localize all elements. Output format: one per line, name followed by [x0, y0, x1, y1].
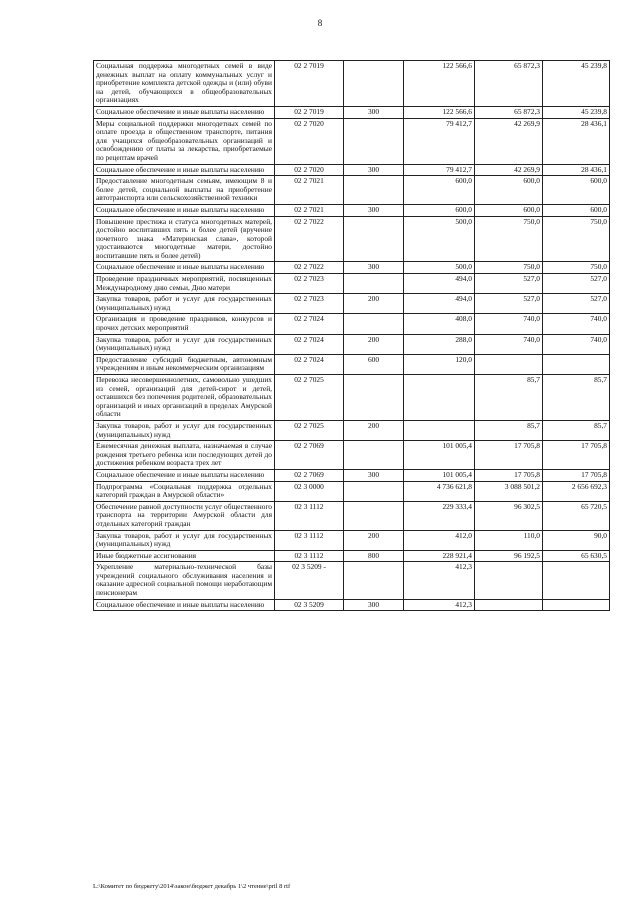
row-amount-1-cell: 120,0 — [404, 354, 475, 374]
row-amount-1-cell: 494,0 — [404, 294, 475, 314]
row-amount-1-cell — [404, 420, 475, 440]
row-amount-1-cell: 412,0 — [404, 530, 475, 550]
row-amount-1-cell — [404, 375, 475, 421]
row-expense-type-cell: 300 — [344, 262, 404, 274]
table-row — [94, 375, 610, 421]
table-row — [94, 216, 610, 262]
table-row — [94, 61, 610, 107]
table-row — [94, 176, 610, 205]
row-code-cell: 02 2 7069 — [275, 441, 344, 470]
row-amount-3-cell: 45 239,8 — [543, 61, 610, 107]
row-expense-type-cell: 300 — [344, 204, 404, 216]
row-expense-type-cell — [344, 314, 404, 334]
row-amount-2-cell: 110,0 — [475, 530, 543, 550]
row-amount-1-cell: 228 921,4 — [404, 550, 475, 562]
row-amount-2-cell: 600,0 — [475, 176, 543, 205]
row-name-cell: Перевозка несовершеннолетних, самовольно ушедших из семей, организаций для детей-сирот и детей, оставшихся без попечения родителей, образовательных организаций и иных организаций в пределах Амурской области — [94, 375, 275, 421]
row-expense-type-cell — [344, 61, 404, 107]
row-amount-1-cell: 600,0 — [404, 176, 475, 205]
row-amount-3-cell: 2 656 692,3 — [543, 481, 610, 501]
row-expense-type-cell: 200 — [344, 420, 404, 440]
row-name-cell: Проведение праздничных мероприятий, посвященных Международному дню семьи, Дню матери — [94, 274, 275, 294]
row-name-cell: Социальная поддержка многодетных семей в виде денежных выплат на оплату коммунальных услуг и приобретение комплекта детской одежды и (или) обуви на детей, обучающихся в общеобразовательных организациях — [94, 61, 275, 107]
row-amount-1-cell: 412,3 — [404, 599, 475, 611]
table-row — [94, 164, 610, 176]
table-row — [94, 481, 610, 501]
file-path-footer: L:\Комитет по бюджету\2014\закон\бюджет декабрь 1\2 чтение\pril 8 rtf — [93, 883, 291, 890]
row-amount-1-cell: 288,0 — [404, 334, 475, 354]
table-row — [94, 599, 610, 611]
row-amount-1-cell: 101 005,4 — [404, 441, 475, 470]
row-name-cell: Организация и проведение праздников, конкурсов и прочих детских мероприятий — [94, 314, 275, 334]
row-expense-type-cell: 300 — [344, 469, 404, 481]
row-amount-3-cell: 28 436,1 — [543, 118, 610, 164]
row-amount-2-cell: 17 705,8 — [475, 469, 543, 481]
row-code-cell: 02 2 7020 — [275, 164, 344, 176]
row-amount-3-cell: 17 705,8 — [543, 441, 610, 470]
row-amount-1-cell: 122 566,6 — [404, 106, 475, 118]
row-expense-type-cell: 600 — [344, 354, 404, 374]
row-code-cell: 02 2 7022 — [275, 262, 344, 274]
table-row — [94, 420, 610, 440]
row-amount-3-cell: 85,7 — [543, 375, 610, 421]
budget-table — [93, 60, 610, 611]
row-code-cell: 02 2 7021 — [275, 176, 344, 205]
table-row — [94, 469, 610, 481]
row-expense-type-cell: 300 — [344, 164, 404, 176]
row-expense-type-cell — [344, 441, 404, 470]
row-code-cell: 02 2 7025 — [275, 375, 344, 421]
row-name-cell: Закупка товаров, работ и услуг для государственных (муниципальных) нужд — [94, 420, 275, 440]
row-expense-type-cell — [344, 274, 404, 294]
table-row — [94, 118, 610, 164]
row-code-cell: 02 2 7023 — [275, 294, 344, 314]
row-expense-type-cell — [344, 118, 404, 164]
table-row — [94, 550, 610, 562]
row-code-cell: 02 3 1112 — [275, 550, 344, 562]
row-amount-1-cell: 500,0 — [404, 216, 475, 262]
table-row — [94, 334, 610, 354]
row-amount-3-cell — [543, 562, 610, 599]
row-name-cell: Социальное обеспечение и иные выплаты населению — [94, 599, 275, 611]
row-code-cell: 02 3 0000 — [275, 481, 344, 501]
table-row — [94, 501, 610, 530]
row-name-cell: Подпрограмма «Социальная поддержка отдельных категорий граждан в Амурской области» — [94, 481, 275, 501]
row-code-cell: 02 2 7025 — [275, 420, 344, 440]
row-amount-3-cell: 85,7 — [543, 420, 610, 440]
row-amount-1-cell: 408,0 — [404, 314, 475, 334]
table-row — [94, 314, 610, 334]
row-amount-3-cell: 600,0 — [543, 176, 610, 205]
row-code-cell: 02 3 1112 — [275, 530, 344, 550]
row-amount-2-cell: 65 872,3 — [475, 61, 543, 107]
row-amount-1-cell: 412,3 — [404, 562, 475, 599]
row-amount-2-cell: 3 088 501,2 — [475, 481, 543, 501]
row-expense-type-cell — [344, 176, 404, 205]
row-amount-3-cell: 65 720,5 — [543, 501, 610, 530]
row-code-cell: 02 2 7069 — [275, 469, 344, 481]
row-amount-3-cell: 740,0 — [543, 334, 610, 354]
row-amount-1-cell: 101 005,4 — [404, 469, 475, 481]
row-amount-2-cell: 42 269,9 — [475, 164, 543, 176]
row-amount-2-cell: 65 872,3 — [475, 106, 543, 118]
row-amount-2-cell: 740,0 — [475, 314, 543, 334]
row-code-cell: 02 2 7023 — [275, 274, 344, 294]
table-row — [94, 441, 610, 470]
row-amount-2-cell: 600,0 — [475, 204, 543, 216]
row-code-cell: 02 3 5209 — [275, 599, 344, 611]
row-amount-3-cell: 600,0 — [543, 204, 610, 216]
row-amount-2-cell: 750,0 — [475, 216, 543, 262]
row-name-cell: Социальное обеспечение и иные выплаты населению — [94, 262, 275, 274]
row-code-cell: 02 3 5209 - — [275, 562, 344, 599]
row-amount-3-cell: 45 239,8 — [543, 106, 610, 118]
row-name-cell: Предоставление субсидий бюджетным, автономным учреждениям и иным некоммерческим организациям — [94, 354, 275, 374]
row-code-cell: 02 2 7024 — [275, 334, 344, 354]
row-expense-type-cell: 800 — [344, 550, 404, 562]
row-name-cell: Меры социальной поддержки многодетных семей по оплате проезда в общественном транспорте, питания для учащихся общеобразовательных организаций и освобождению от платы за лекарства, приобретаемые по рецептам врачей — [94, 118, 275, 164]
row-code-cell: 02 2 7019 — [275, 106, 344, 118]
row-amount-3-cell: 740,0 — [543, 314, 610, 334]
row-expense-type-cell — [344, 216, 404, 262]
row-amount-3-cell: 28 436,1 — [543, 164, 610, 176]
row-expense-type-cell: 200 — [344, 530, 404, 550]
row-amount-3-cell — [543, 599, 610, 611]
row-amount-3-cell: 750,0 — [543, 262, 610, 274]
table-row — [94, 562, 610, 599]
row-code-cell: 02 2 7022 — [275, 216, 344, 262]
table-row — [94, 262, 610, 274]
row-expense-type-cell — [344, 375, 404, 421]
row-amount-2-cell: 750,0 — [475, 262, 543, 274]
table-row — [94, 354, 610, 374]
row-amount-3-cell: 527,0 — [543, 274, 610, 294]
row-code-cell: 02 3 1112 — [275, 501, 344, 530]
row-name-cell: Закупка товаров, работ и услуг для государственных (муниципальных) нужд — [94, 294, 275, 314]
row-name-cell: Социальное обеспечение и иные выплаты населению — [94, 469, 275, 481]
table-row — [94, 204, 610, 216]
row-amount-1-cell: 122 566,6 — [404, 61, 475, 107]
row-amount-2-cell: 527,0 — [475, 274, 543, 294]
row-name-cell: Социальное обеспечение и иные выплаты населению — [94, 204, 275, 216]
row-amount-3-cell: 527,0 — [543, 294, 610, 314]
row-amount-2-cell: 96 192,5 — [475, 550, 543, 562]
row-expense-type-cell: 300 — [344, 599, 404, 611]
row-amount-2-cell — [475, 354, 543, 374]
row-expense-type-cell — [344, 562, 404, 599]
row-name-cell: Закупка товаров, работ и услуг для государственных (муниципальных) нужд — [94, 530, 275, 550]
row-amount-2-cell: 85,7 — [475, 375, 543, 421]
row-amount-2-cell: 527,0 — [475, 294, 543, 314]
row-expense-type-cell: 300 — [344, 106, 404, 118]
row-amount-1-cell: 79 412,7 — [404, 118, 475, 164]
row-code-cell: 02 2 7024 — [275, 354, 344, 374]
row-amount-2-cell — [475, 599, 543, 611]
row-amount-2-cell: 85,7 — [475, 420, 543, 440]
row-amount-3-cell: 17 705,8 — [543, 469, 610, 481]
row-expense-type-cell: 200 — [344, 334, 404, 354]
row-name-cell: Укрепление материально-технической базы учреждений социального обслуживания населения и оказание адресной социальной помощи неработающим пенсионерам — [94, 562, 275, 599]
row-amount-2-cell — [475, 562, 543, 599]
row-expense-type-cell — [344, 501, 404, 530]
row-code-cell: 02 2 7021 — [275, 204, 344, 216]
table-row — [94, 294, 610, 314]
row-name-cell: Иные бюджетные ассигнования — [94, 550, 275, 562]
row-code-cell: 02 2 7019 — [275, 61, 344, 107]
row-amount-3-cell: 90,0 — [543, 530, 610, 550]
row-name-cell: Ежемесячная денежная выплата, назначаемая в случае рождения третьего ребенка или последующих детей до достижения ребенком возраста трех лет — [94, 441, 275, 470]
row-expense-type-cell — [344, 481, 404, 501]
row-amount-2-cell: 17 705,8 — [475, 441, 543, 470]
row-name-cell: Социальное обеспечение и иные выплаты населению — [94, 106, 275, 118]
row-amount-2-cell: 42 269,9 — [475, 118, 543, 164]
row-name-cell: Предоставление многодетным семьям, имеющим 8 и более детей, социальной выплаты на приобретение автотранспорта или сельскохозяйственной техники — [94, 176, 275, 205]
row-amount-1-cell: 494,0 — [404, 274, 475, 294]
row-name-cell: Обеспечение равной доступности услуг общественного транспорта на территории Амурской области для отдельных категорий граждан — [94, 501, 275, 530]
row-amount-1-cell: 600,0 — [404, 204, 475, 216]
table-row — [94, 530, 610, 550]
table-row — [94, 106, 610, 118]
row-expense-type-cell: 200 — [344, 294, 404, 314]
row-amount-3-cell: 750,0 — [543, 216, 610, 262]
row-amount-1-cell: 79 412,7 — [404, 164, 475, 176]
row-name-cell: Социальное обеспечение и иные выплаты населению — [94, 164, 275, 176]
row-name-cell: Повышение престижа и статуса многодетных матерей, достойно воспитавших пять и более детей (вручение почетного знака «Материнская слава», которой удостаиваются многодетные матери, достойно воспитавшие пять и более детей) — [94, 216, 275, 262]
row-code-cell: 02 2 7020 — [275, 118, 344, 164]
row-amount-2-cell: 96 302,5 — [475, 501, 543, 530]
row-amount-1-cell: 4 736 621,8 — [404, 481, 475, 501]
row-amount-2-cell: 740,0 — [475, 334, 543, 354]
row-name-cell: Закупка товаров, работ и услуг для государственных (муниципальных) нужд — [94, 334, 275, 354]
row-amount-3-cell — [543, 354, 610, 374]
row-code-cell: 02 2 7024 — [275, 314, 344, 334]
row-amount-1-cell: 500,0 — [404, 262, 475, 274]
row-amount-3-cell: 65 630,5 — [543, 550, 610, 562]
row-amount-1-cell: 229 333,4 — [404, 501, 475, 530]
table-row — [94, 274, 610, 294]
page-number: 8 — [317, 18, 323, 28]
